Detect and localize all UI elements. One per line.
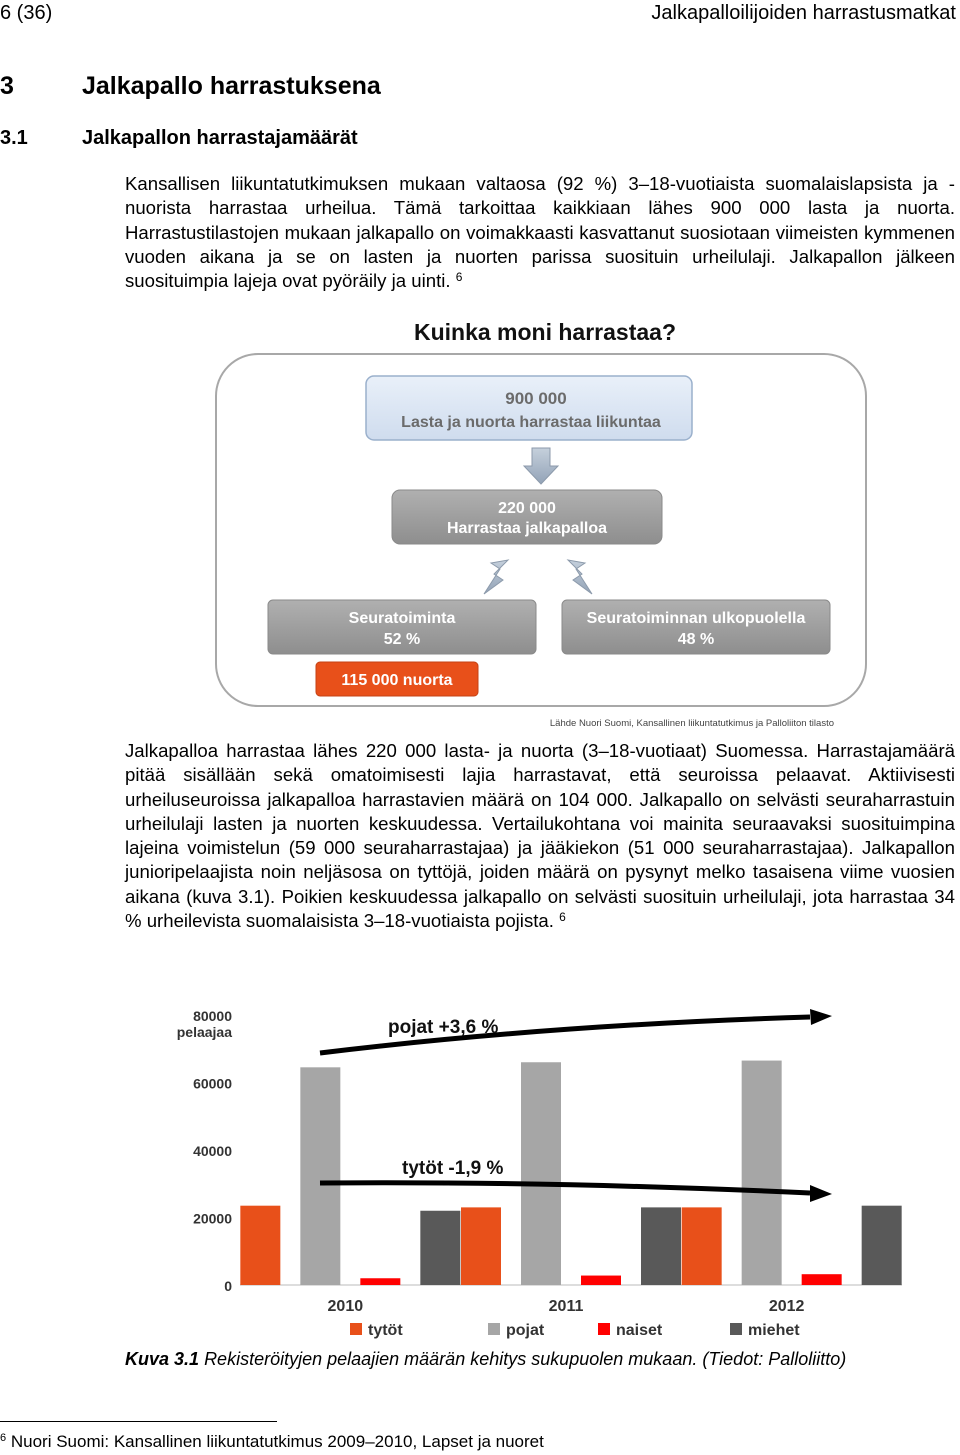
youth-box-label: 115 000 nuorta <box>341 672 453 689</box>
total-box-label: Lasta ja nuorta harrastaa liikuntaa <box>401 414 661 431</box>
main-paragraph <box>125 739 955 933</box>
infographic-title: Kuinka moni harrastaa? <box>413 319 677 345</box>
football-box-label: Harrastaa jalkapalloa <box>446 520 608 537</box>
main-text: Jalkapalloa harrastaa lähes 220 000 lasta- ja nuorta (3–18-vuotiaat) Suomessa. Harrastajamäärä pitää sisällään sekä omatoimisesti lajia harrastavat, että seuroissa pelaavat. Aktiivisesti urheiluseuroissa jalkapalloa harrastavien määrä on 104 000. Jalkapallo on selvästi seuraharrastuin urheilulaji lasten ja nuorten keskuudessa. Vertailukohtana voi mainita seuraavaksi suosituimpina lajeina voimistelun (59 000 seuraharrastajaa) ja jääkiekon (51 000 seuraharrastajaa). Jalkapallon junioripelaajista noin neljäsosa on tyttöjä, joiden määrä on pysynyt melko tasaisena viime vuosien aikana (kuva 3.1). Poikien keskuudessa jalkapallo on selvästi suosituin urheilulaji, jota harrastaa 34 % urheilevista suomalaisista 3–18-vuotiaista pojista. <box>125 740 955 932</box>
total-box-value: 900 000 <box>505 389 567 408</box>
players-chart <box>170 985 910 1345</box>
infographic-source: Lähde Nuori Suomi, Kansallinen liikuntatutkimus ja Palloliiton tilasto <box>549 718 834 729</box>
section-number: 3.1 <box>0 127 28 149</box>
page-number: 6 (36) <box>0 2 53 24</box>
trend-arrowhead-girls <box>810 1185 832 1202</box>
bar-pojat-2010 <box>300 1067 340 1285</box>
y-tick-label: 40000 <box>193 1143 232 1159</box>
bar-miehet-2010 <box>420 1211 460 1285</box>
legend-label-tytöt: tytöt <box>368 1322 403 1339</box>
non-club-box-label: Seuratoiminnan ulkopuolella <box>586 610 806 627</box>
caption-text: Rekisteröityjen pelaajien määrän kehitys sukupuolen mukaan. (Tiedot: Palloliitto) <box>204 1349 847 1369</box>
caption-label: Kuva 3.1 <box>125 1349 200 1369</box>
infographic <box>200 312 880 732</box>
legend-swatch-pojat <box>488 1323 500 1335</box>
legend-label-pojat: pojat <box>506 1322 545 1339</box>
y-axis-label: pelaajaa <box>176 1024 232 1040</box>
trend-arrowhead-boys <box>810 1009 832 1025</box>
legend-swatch-naiset <box>598 1323 610 1335</box>
bar-naiset-2011 <box>581 1276 621 1285</box>
legend-swatch-tytöt <box>350 1323 362 1335</box>
annotation-boys: pojat +3,6 % <box>388 1017 499 1038</box>
non-club-box-value: 48 % <box>677 631 715 648</box>
bar-miehet-2011 <box>641 1207 681 1285</box>
footnote-rule <box>0 1421 277 1422</box>
bar-pojat-2012 <box>742 1061 782 1285</box>
y-tick-label: 60000 <box>193 1075 232 1092</box>
x-tick-label: 2012 <box>768 1298 805 1315</box>
x-tick-label: 2010 <box>327 1298 364 1315</box>
section-title: Jalkapallon harrastajamäärät <box>82 127 358 149</box>
x-tick-label: 2011 <box>548 1298 584 1315</box>
trend-arrow-girls <box>320 1183 810 1193</box>
intro-text: Kansallisen liikuntatutkimuksen mukaan valtaosa (92 %) 3–18-vuotiaista suomalaislapsista ja -nuorista harrastaa urheilua. Tämä tarkoittaa kaikkiaan lähes 900 000 lasta ja nuorta. Harrastustilastojen mukaan jalkapallo on voimakkaasti kasvattanut suosiotaan viimeisten kymmenen vuoden aikana ja se on lasten ja nuorten parissa suosituin urheilulaji. Jalkapallon jälkeen suosituimpia lajeja ovat pyöräily ja uinti. <box>125 173 955 292</box>
figure-caption <box>125 1349 846 1370</box>
chapter-number: 3 <box>0 72 14 100</box>
annotation-girls: tytöt -1,9 % <box>402 1158 504 1179</box>
footnote-ref-2: 6 <box>559 910 566 925</box>
legend-label-naiset: naiset <box>616 1322 663 1339</box>
bar-pojat-2011 <box>521 1062 561 1285</box>
chapter-title: Jalkapallo harrastuksena <box>82 72 381 100</box>
intro-paragraph <box>125 172 955 293</box>
y-tick-label: 0 <box>224 1278 232 1294</box>
legend-swatch-miehet <box>730 1323 742 1335</box>
y-tick-label: 80000 <box>193 1008 232 1024</box>
footnote-text: Nuori Suomi: Kansallinen liikuntatutkimus 2009–2010, Lapset ja nuoret <box>10 1432 544 1451</box>
football-box-value: 220 000 <box>498 500 556 517</box>
footnote <box>0 1432 544 1452</box>
document-title: Jalkapalloilijoiden harrastusmatkat <box>651 2 956 24</box>
footnote-number: 6 <box>0 1432 7 1444</box>
footnote-ref: 6 <box>455 270 463 285</box>
club-box-label: Seuratoiminta <box>348 610 456 627</box>
club-box-value: 52 % <box>383 631 421 648</box>
bar-miehet-2012 <box>862 1206 902 1285</box>
bar-naiset-2012 <box>802 1274 842 1285</box>
bar-naiset-2010 <box>360 1278 400 1285</box>
y-tick-label: 20000 <box>193 1210 232 1227</box>
bar-tytöt-2012 <box>682 1207 722 1285</box>
legend-label-miehet: miehet <box>748 1322 800 1339</box>
bar-tytöt-2011 <box>461 1207 501 1285</box>
bar-tytöt-2010 <box>240 1206 280 1285</box>
